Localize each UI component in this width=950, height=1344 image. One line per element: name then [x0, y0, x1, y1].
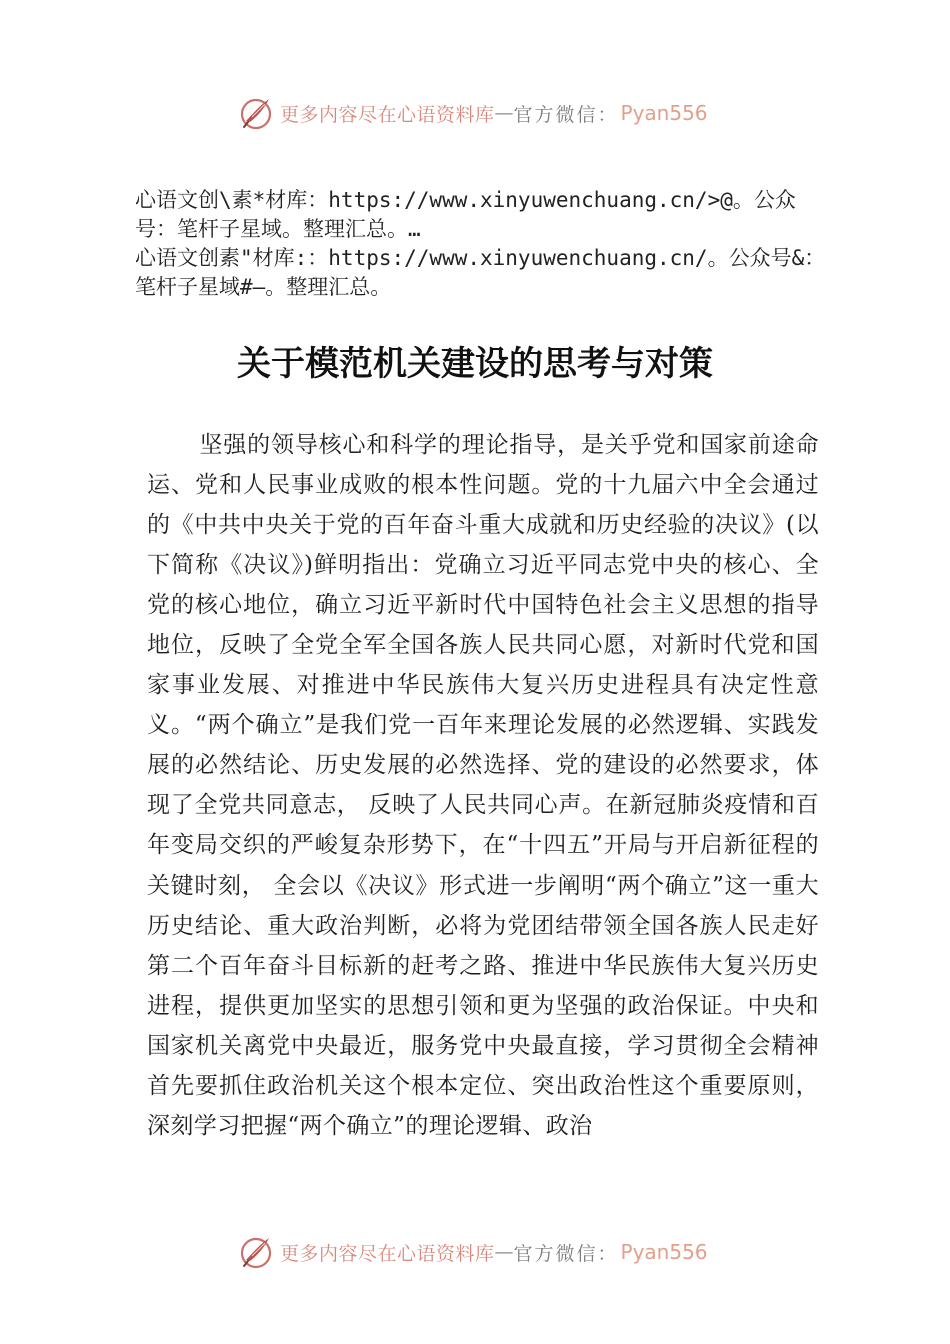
- watermark-wechat-id: Pyan556: [620, 101, 708, 125]
- body-paragraph: [147, 425, 819, 1146]
- watermark-site-text: 更多内容尽在心语资料库: [280, 1242, 495, 1265]
- header-watermark: [238, 94, 708, 132]
- quill-pen-logo-icon: [238, 1234, 274, 1270]
- watermark-wechat-id: Pyan556: [620, 1240, 708, 1264]
- watermark-dash: —: [494, 1241, 514, 1263]
- source-line: 心语文创\素*材库：https://www.xinyuwenchuang.cn/>@。公众号：笔杆子星域。整理汇总。…: [135, 188, 796, 241]
- watermark-site-text: 更多内容尽在心语资料库: [280, 103, 495, 126]
- watermark-dash: —: [494, 102, 514, 124]
- footer-watermark: [238, 1233, 708, 1271]
- watermark-wechat-label: 官方微信：: [513, 103, 619, 126]
- quill-pen-logo-icon: [238, 95, 274, 131]
- body-paragraph-text: 坚强的领导核心和科学的理论指导，是关乎党和国家前途命运、党和人民事业成败的根本性问题。党的十九届六中全会通过的《中共中央关于党的百年奋斗重大成就和历史经验的决议》(以下简称《决议》)鲜明指出：党确立习近平同志党中央的核心、全党的核心地位，确立习近平新时代中国特色社会主义思想的指导地位，反映了全党全军全国各族人民共同心愿，对新时代党和国家事业发展、对推进中华民族伟大复兴历史进程具有决定性意义。“两个确立”是我们党一百年来理论发展的必然逻辑、实践发展的必然结论、历史发展的必然选择、党的建设的必然要求，体现了全党共同意志， 反映了人民共同心声。在新冠肺炎疫情和百年变局交织的严峻复杂形势下，在“十四五”开局与开启新征程的关键时刻， 全会以《决议》形式进一步阐明“两个确立”这一重大历史结论、重大政治判断，必将为党团结带领全国各族人民走好第二个百年奋斗目标新的赶考之路、推进中华民族伟大复兴历史进程，提供更加坚实的思想引领和更为坚强的政治保证。中央和国家机关离党中央最近，服务党中央最直接，学习贯彻全会精神首先要抓住政治机关这个根本定位、突出政治性这个重要原则，深刻学习把握“两个确立”的理论逻辑、政治: [147, 432, 819, 1139]
- watermark-wechat-label: 官方微信：: [513, 1242, 619, 1265]
- source-line: 心语文创素"材库:：https://www.xinyuwenchuang.cn/。公众号&：笔杆子星域#—。整理汇总。: [135, 246, 826, 299]
- source-notice: [135, 186, 835, 302]
- document-title: 关于模范机关建设的思考与对策: [237, 344, 713, 384]
